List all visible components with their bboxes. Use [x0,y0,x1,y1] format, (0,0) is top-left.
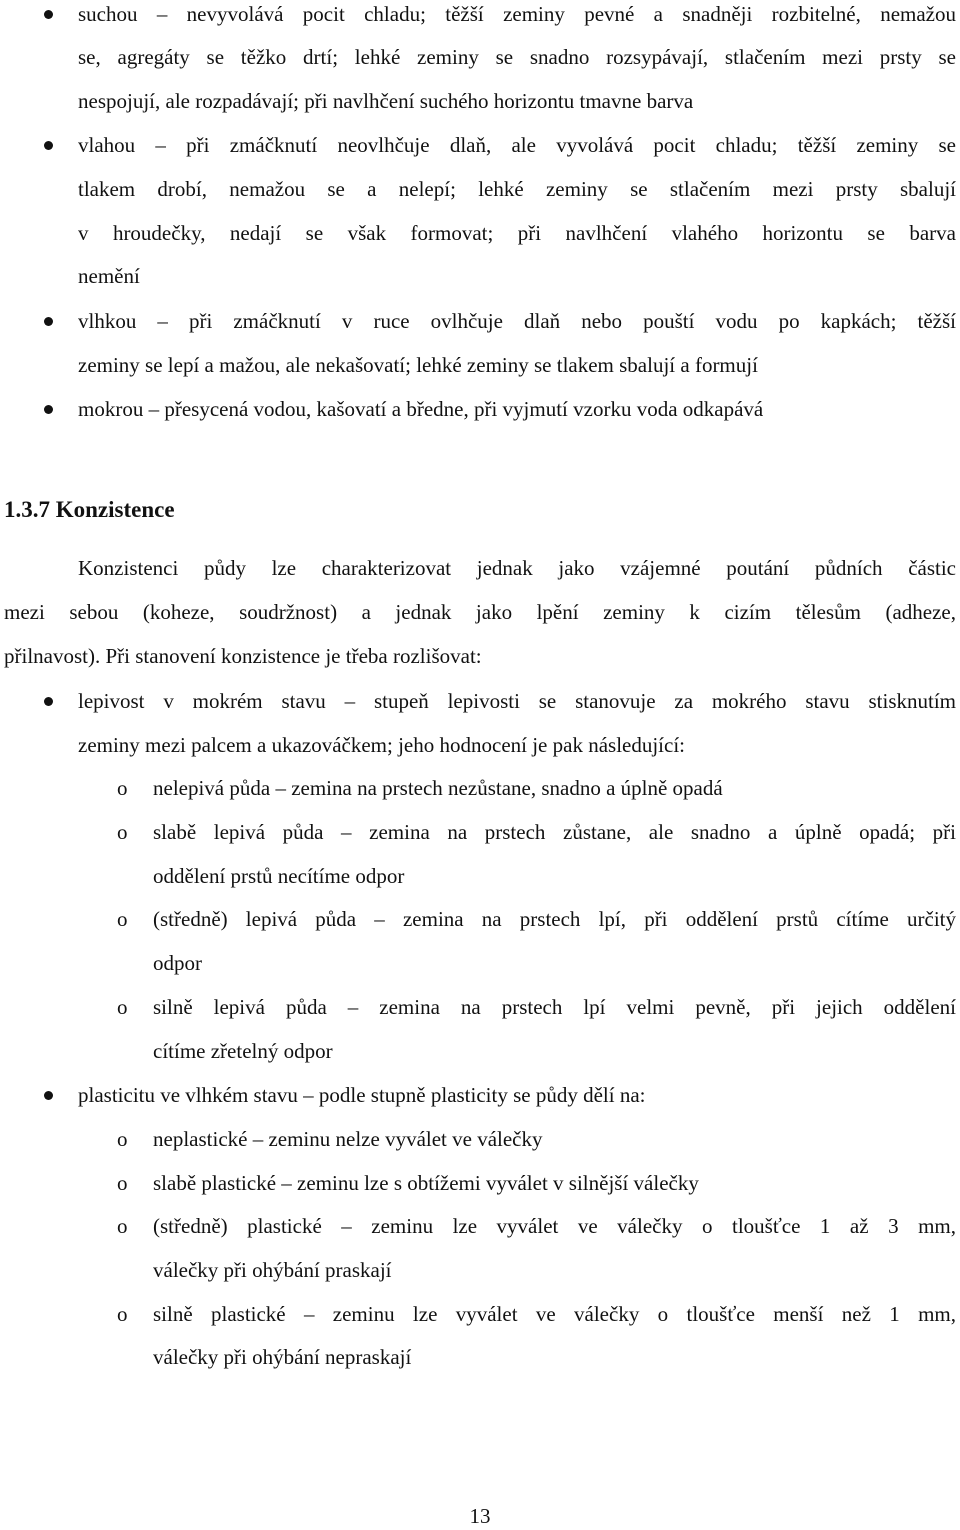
circle-bullet-icon: o [117,1302,128,1326]
list-item-line: suchou – nevyvolává pocit chladu; těžší zeminy pevné a snadněji rozbitelné, nemažou [78,2,956,26]
sub-list-item-line: oddělení prstů necítíme odpor [153,864,405,888]
bullet-icon [44,10,53,19]
list-item-line: mokrou – přesycená vodou, kašovatí a bředne, při vyjmutí vzorku voda odkapává [78,397,764,421]
circle-bullet-icon: o [117,1214,128,1238]
list-item-line: nemění [78,264,140,288]
sub-list-item-line: (středně) lepivá půda – zemina na prstech lpí, při oddělení prstů cítíme určitý [153,907,956,931]
sub-list-item-line: neplastické – zeminu nelze vyválet ve válečky [153,1127,543,1151]
circle-bullet-icon: o [117,995,128,1019]
sub-list-item-line: silně plastické – zeminu lze vyválet ve válečky o tloušťce menší než 1 mm, [153,1302,956,1326]
bullet-icon [44,697,53,706]
list-item-line: zeminy se lepí a mažou, ale nekašovatí; lehké zeminy se tlakem sbalují a formují [78,353,758,377]
sub-list-item-line: cítíme zřetelný odpor [153,1039,333,1063]
sub-list-item-line: válečky při ohýbání nepraskají [153,1345,412,1369]
bullet-icon [44,317,53,326]
list-item-line: v hroudečky, nedají se však formovat; při navlhčení vlahého horizontu se barva [78,221,956,245]
sub-list-item-line: (středně) plastické – zeminu lze vyválet ve válečky o tloušťce 1 až 3 mm, [153,1214,956,1238]
circle-bullet-icon: o [117,820,128,844]
page-number: 13 [469,1504,491,1528]
bullet-icon [44,1091,53,1100]
sub-list-item-line: slabě lepivá půda – zemina na prstech zůstane, ale snadno a úplně opadá; při [153,820,956,844]
list-item-line: nespojují, ale rozpadávají; při navlhčení suchého horizontu tmavne barva [78,89,694,113]
circle-bullet-icon: o [117,1127,128,1151]
list-item-line: se, agregáty se těžko drtí; lehké zeminy se snadno rozsypávají, stlačením mezi prsty se [78,45,956,69]
circle-bullet-icon: o [117,907,128,931]
list-item-line: vlhkou – při zmáčknutí v ruce ovlhčuje dlaň nebo pouští vodu po kapkách; těžší [78,309,956,333]
sub-list-item-line: válečky při ohýbání praskají [153,1258,392,1282]
bullet-icon [44,141,53,150]
paragraph-line: přilnavost). Při stanovení konzistence je třeba rozlišovat: [4,644,482,668]
section-heading: 1.3.7 Konzistence [4,497,175,522]
circle-bullet-icon: o [117,1171,128,1195]
bullet-icon [44,405,53,414]
sub-list-item-line: odpor [153,951,202,975]
list-item-line: zeminy mezi palcem a ukazováčkem; jeho hodnocení je pak následující: [78,733,686,757]
sub-list-item-line: slabě plastické – zeminu lze s obtížemi vyválet v silnější válečky [153,1171,699,1195]
circle-bullet-icon: o [117,776,128,800]
list-item-line: vlahou – při zmáčknutí neovlhčuje dlaň, ale vyvolává pocit chladu; těžší zeminy se [78,133,956,157]
sub-list-item-line: silně lepivá půda – zemina na prstech lpí velmi pevně, při jejich oddělení [153,995,956,1019]
list-item-line: lepivost v mokrém stavu – stupeň lepivosti se stanovuje za mokrého stavu stisknutím [78,689,956,713]
sub-list-item-line: nelepivá půda – zemina na prstech nezůstane, snadno a úplně opadá [153,776,723,800]
paragraph-line: Konzistenci půdy lze charakterizovat jednak jako vzájemné poutání půdních částic [78,556,956,580]
paragraph-line: mezi sebou (koheze, soudržnost) a jednak jako lpění zeminy k cizím tělesům (adheze, [4,600,956,624]
list-item-line: plasticitu ve vlhkém stavu – podle stupně plasticity se půdy dělí na: [78,1083,646,1107]
list-item-line: tlakem drobí, nemažou se a nelepí; lehké zeminy se stlačením mezi prsty sbalují [78,177,956,201]
